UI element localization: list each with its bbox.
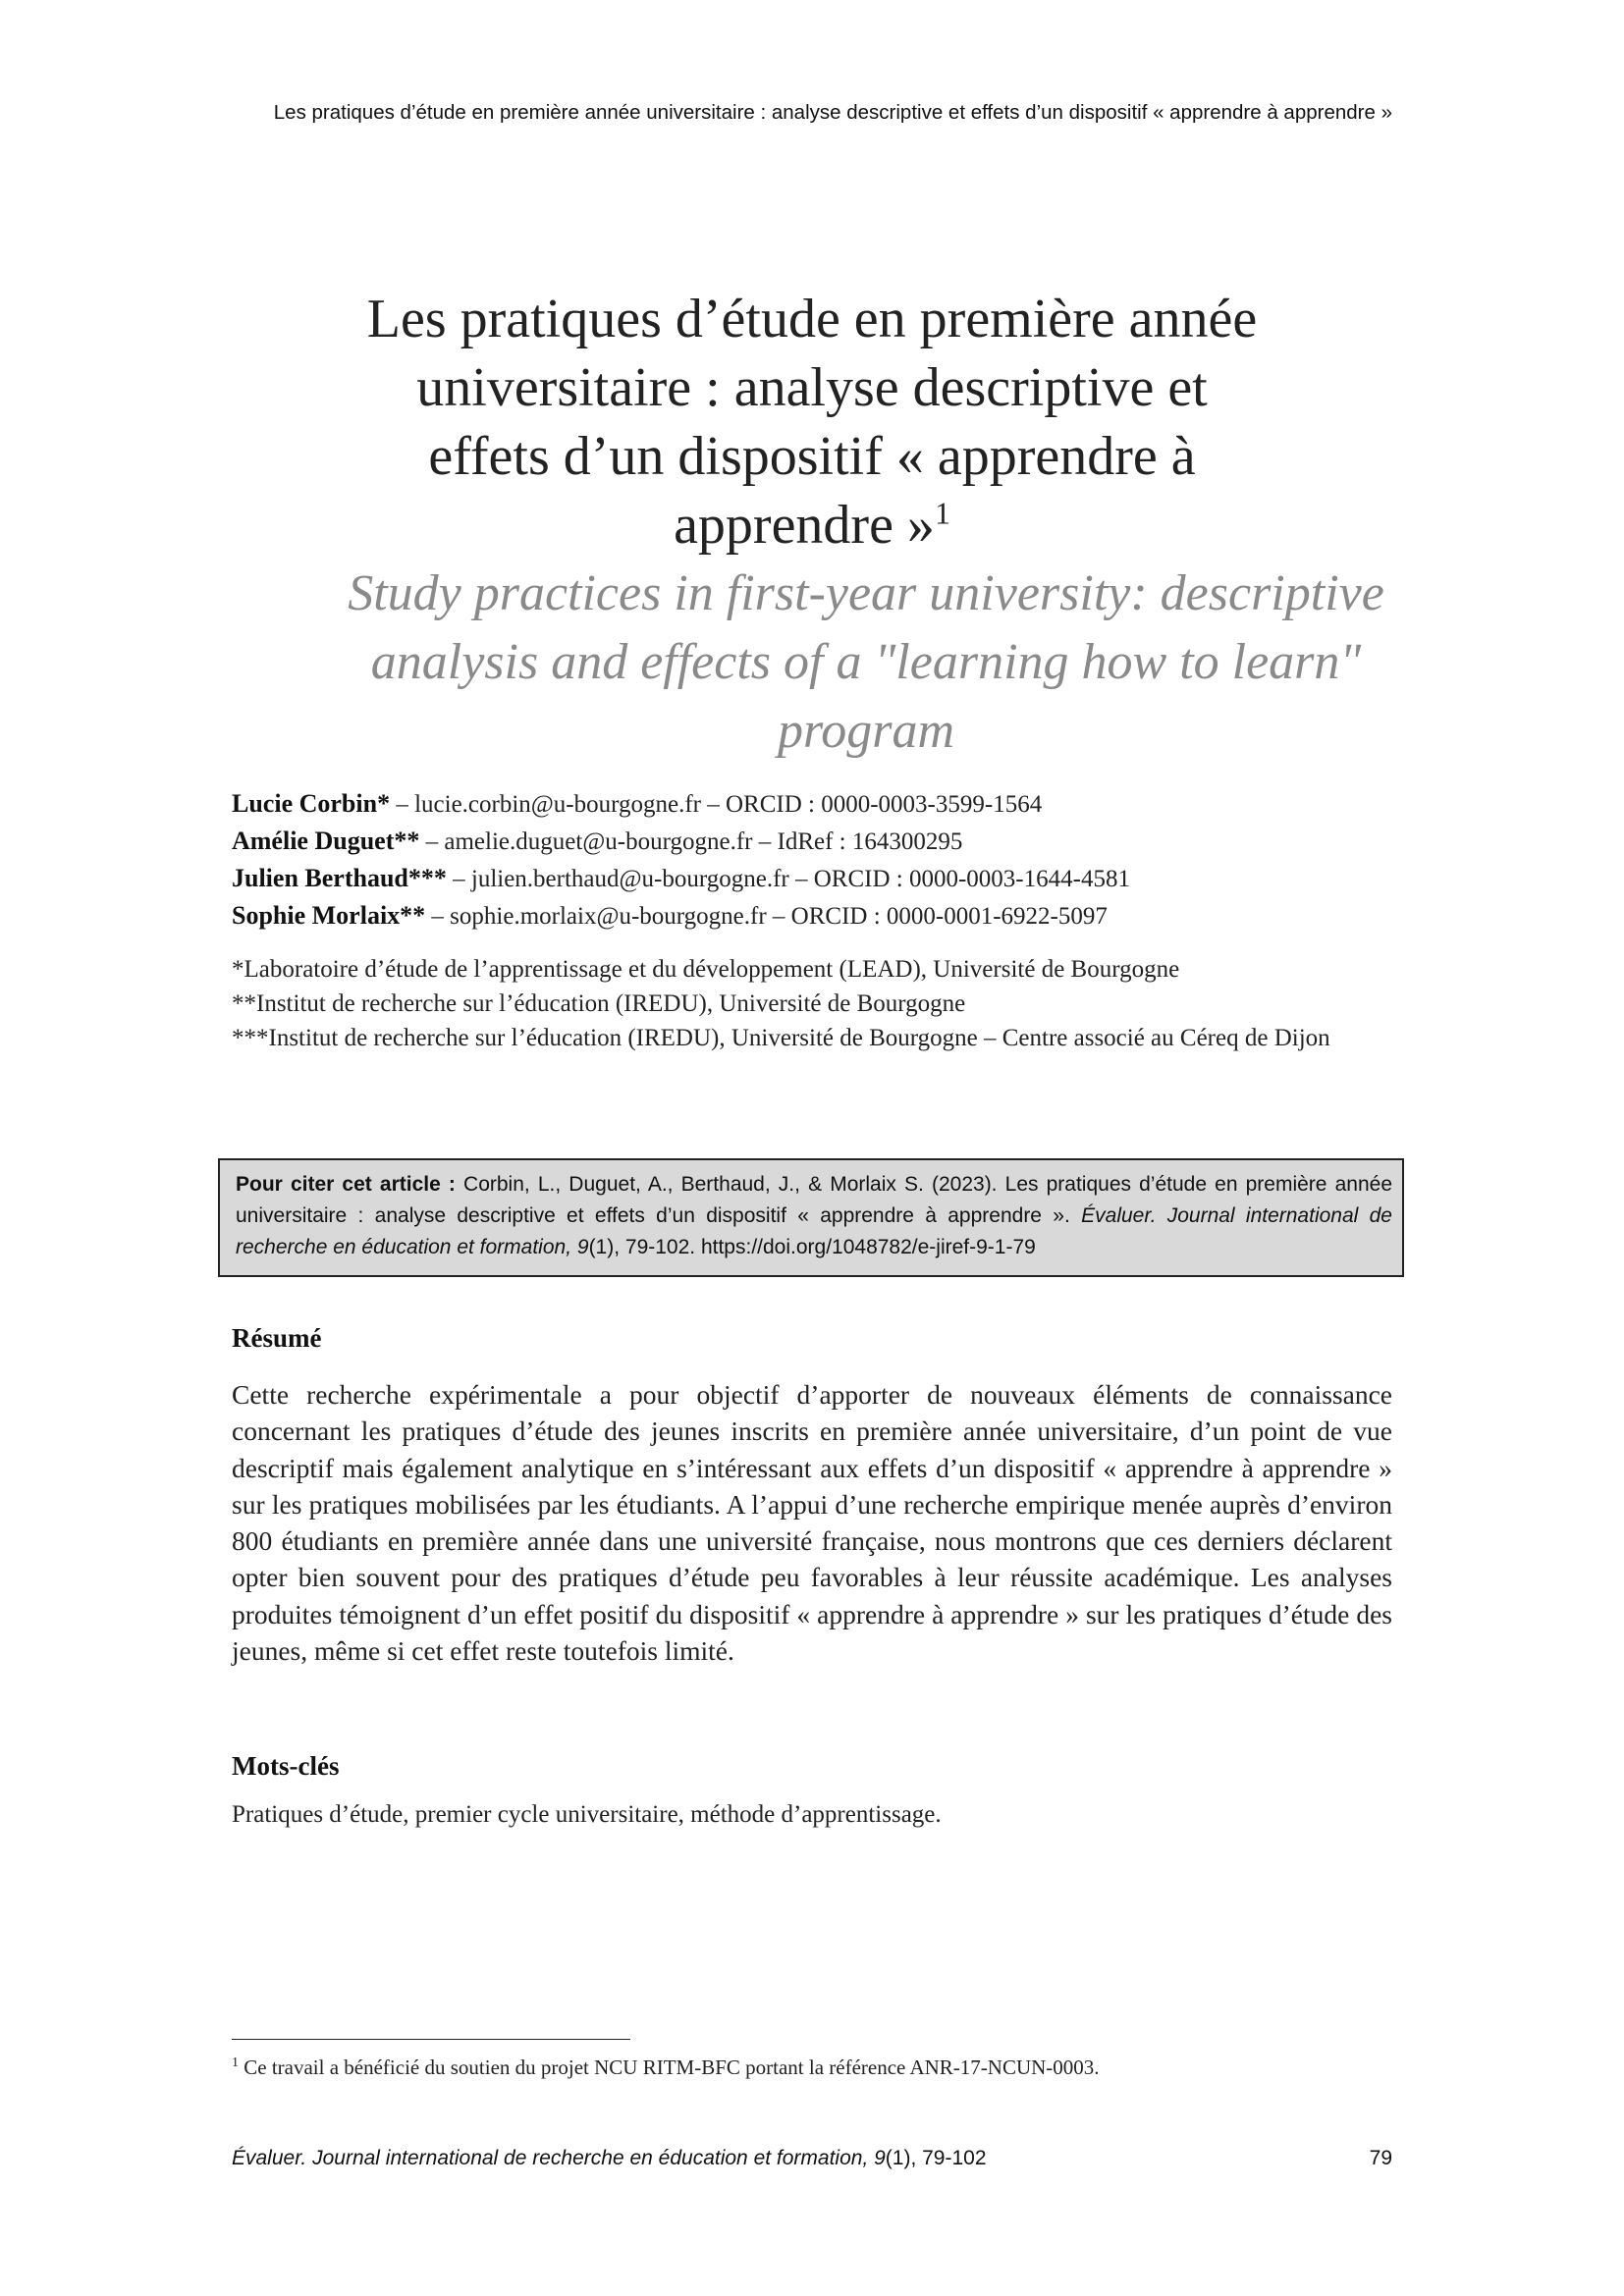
title-french-text: Les pratiques d’étude en première année universitaire : analyse descriptive et effets d’un dispositif « apprendre à apprendre » (366, 289, 1258, 556)
citation-issue-doi: (1), 79-102. https://doi.org/1048782/e-jiref-9-1-79 (588, 1236, 1036, 1258)
affiliation-list (232, 952, 1392, 1055)
abstract-body: Cette recherche expérimentale a pour objectif d’apporter de nouveaux éléments de connaissance concernant les pratiques d’étude des jeunes inscrits en première année universitaire, d’un point de vue descriptif mais également analytique en s’intéressant aux effets d’un dispositif « apprendre à apprendre » sur les pratiques mobilisées par les étudiants. A l’appui d’une recherche empirique menée auprès d’environ 800 étudiants en première année dans une université française, nous montrons que ces derniers déclarent opter bien souvent pour des pratiques d’étude peu favorables à leur réussite académique. Les analyses produites témoignent d’un effet positif du dispositif « apprendre à apprendre » sur les pratiques d’étude des jeunes, même si cet effet reste toutefois limité. (232, 1379, 1392, 1667)
author-line (232, 897, 1392, 934)
citation-label: Pour citer cet article : (236, 1173, 456, 1196)
author-name: Lucie Corbin* (232, 789, 391, 818)
author-line (232, 785, 1392, 823)
author-line (232, 823, 1392, 860)
title-french (232, 285, 1392, 560)
author-contact: – sophie.morlaix@u-bourgogne.fr – ORCID : 0000-0001-6922-5097 (425, 903, 1108, 930)
footer-journal: Évaluer. Journal international de recherche en éducation et formation, 9 (232, 2147, 886, 2169)
keywords-body: Pratiques d’étude, premier cycle universitaire, méthode d’apprentissage. (232, 1801, 942, 1828)
footnote-marker: 1 (232, 2056, 239, 2070)
title-footnote-marker: 1 (934, 495, 950, 531)
affiliation-item: ***Institut de recherche sur l’éducation (IREDU), Université de Bourgogne – Centre associé au Céreq de Dijon (232, 1025, 1330, 1051)
running-header: Les pratiques d’étude en première année universitaire : analyse descriptive et effets d’un dispositif « apprendre à apprendre » (273, 101, 1392, 124)
footnote (232, 2056, 1100, 2080)
citation-journal: Évaluer. Journal international de recherche en éducation et formation, 9 (236, 1204, 1392, 1258)
title-english: Study practices in first-year university: descriptive analysis and effects of a "learning how to learn" program (348, 565, 1384, 759)
footer-citation (232, 2147, 987, 2170)
citation-text: Corbin, L., Duguet, A., Berthaud, J., & Morlaix S. (2023). Les pratiques d’étude en première année universitaire : analyse descriptive et effets d’un dispositif « apprendre à apprendre ». (236, 1173, 1393, 1227)
affiliation-item: **Institut de recherche sur l’éducation (IREDU), Université de Bourgogne (232, 990, 966, 1017)
running-footer (232, 2147, 1392, 2170)
author-name: Julien Berthaud*** (232, 864, 447, 892)
abstract-heading: Résumé (232, 1323, 322, 1353)
footnote-text: Ce travail a bénéficié du soutien du projet NCU RITM-BFC portant la référence ANR-17-NCUN-0003. (239, 2056, 1100, 2079)
author-name: Amélie Duguet** (232, 827, 420, 855)
page-number: 79 (1369, 2147, 1392, 2169)
author-contact: – julien.berthaud@u-bourgogne.fr – ORCID : 0000-0003-1644-4581 (446, 866, 1130, 892)
author-contact: – amelie.duguet@u-bourgogne.fr – IdRef : 164300295 (419, 828, 963, 855)
affiliation-item: *Laboratoire d’étude de l’apprentissage et du développement (LEAD), Université de Bourgogne (232, 956, 1180, 983)
keywords-heading: Mots-clés (232, 1751, 340, 1781)
citation-box (218, 1158, 1404, 1277)
footer-issue-pages: (1), 79-102 (885, 2147, 987, 2169)
footnote-divider (232, 2039, 630, 2040)
author-name: Sophie Morlaix** (232, 901, 426, 930)
author-contact: – lucie.corbin@u-bourgogne.fr – ORCID : 0000-0003-3599-1564 (390, 791, 1043, 818)
title-block (232, 285, 1392, 766)
author-line (232, 860, 1392, 897)
author-list (232, 785, 1392, 934)
